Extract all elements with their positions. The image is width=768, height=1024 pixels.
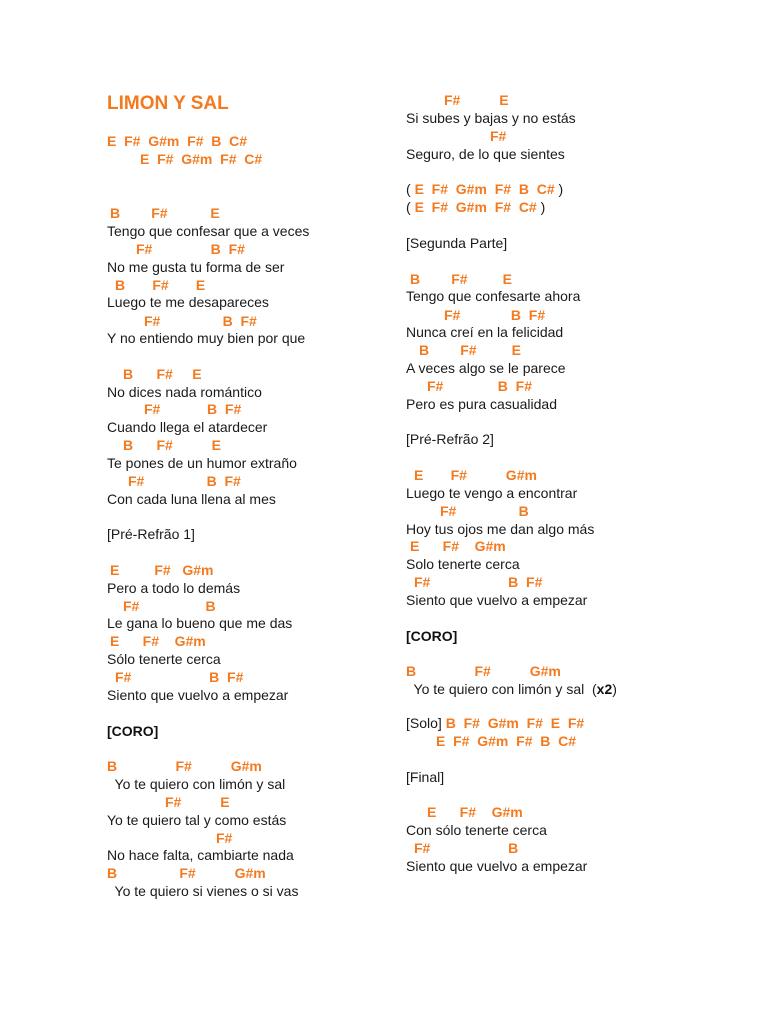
lyric-line [406, 680, 617, 698]
chord-line: F# [216, 830, 233, 846]
lyric-line: Siento que vuelvo a empezar [406, 592, 588, 608]
chord-line: B F# E [110, 205, 220, 221]
lyric-line: Tengo que confesar que a veces [107, 223, 310, 239]
lyric-line: [Pré-Refrão 2] [406, 431, 494, 447]
lyric-line: Hoy tus ojos me dan algo más [406, 521, 595, 537]
lyric-line: Luego te me desapareces [107, 294, 269, 310]
chord-line: F# B F# [444, 307, 546, 323]
lyric-line: Nunca creí en la felicidad [406, 324, 564, 340]
chord-line: F# B F# [128, 473, 241, 489]
lyric-line: Tengo que confesarte ahora [406, 288, 581, 304]
lyric-line: Pero es pura casualidad [406, 396, 557, 412]
lyric-line: Pero a todo lo demás [107, 580, 241, 596]
chord-line: F# B F# [427, 378, 533, 394]
lyric-line: No hace falta, cambiarte nada [107, 847, 294, 863]
chord-line: E F# G#m F# B C# [436, 733, 577, 749]
lyric-line: Siento que vuelvo a empezar [406, 858, 588, 874]
lyric-line: Siento que vuelvo a empezar [107, 687, 289, 703]
lyric-line: Con cada luna llena al mes [107, 491, 276, 507]
lyric-text: Yo te quiero con limón y sal ( [406, 681, 597, 697]
chord-line: F# B F# [144, 401, 242, 417]
lyric-line: Con sólo tenerte cerca [406, 822, 547, 838]
lyric-line: [Pré-Refrão 1] [107, 526, 195, 542]
chord-progression: B F# G#m F# E F# [445, 715, 585, 731]
chord-line: E F# G#m [110, 562, 214, 578]
chord-progression-line [406, 198, 545, 216]
lyric-line: Solo tenerte cerca [406, 556, 520, 572]
section-heading: [CORO] [406, 628, 458, 644]
chord-line: B F# E [115, 277, 206, 293]
left-column [0, 0, 380, 1024]
chord-line: B F# G#m [107, 758, 262, 774]
chord-line: F# E [444, 92, 509, 108]
chord-line: F# B [414, 840, 519, 856]
chord-line: F# B [123, 598, 216, 614]
chord-line: E F# G#m [414, 467, 537, 483]
chord-line: E F# G#m [410, 538, 506, 554]
chord-line: B F# E [410, 271, 512, 287]
repeat-marker: x2 [596, 681, 613, 697]
chord-line: F# B F# [136, 241, 245, 257]
lyric-line: Te pones de un humor extraño [107, 455, 297, 471]
chord-line: B F# E [123, 366, 202, 382]
chord-progression: E F# G#m F# B C# [414, 181, 555, 197]
lyric-line: Cuando llega el atardecer [107, 419, 268, 435]
lyric-line: Yo te quiero si vienes o si vas [107, 883, 299, 899]
lyric-line: [Segunda Parte] [406, 235, 508, 251]
paren-close: ) [536, 199, 546, 215]
lyric-line: [Final] [406, 769, 445, 785]
lyric-line: Le gana lo bueno que me das [107, 615, 293, 631]
section-heading: [CORO] [107, 723, 159, 739]
lyric-line: Yo te quiero tal y como estás [107, 812, 287, 828]
chord-line: B F# G#m [406, 663, 561, 679]
chord-progression: E F# G#m F# C# [414, 199, 537, 215]
lyric-line: No dices nada romántico [107, 384, 262, 400]
lyric-line: No me gusta tu forma de ser [107, 259, 285, 275]
lyric-line: Yo te quiero con limón y sal [107, 776, 286, 792]
paren-open: ( [406, 199, 415, 215]
chord-line: F# [490, 128, 507, 144]
lyric-line: Si subes y bajas y no estás [406, 110, 576, 126]
chord-line: B F# G#m [107, 865, 266, 881]
section-label: [Solo] [406, 715, 446, 731]
paren-close: ) [554, 181, 564, 197]
lyric-line: Seguro, de lo que sientes [406, 146, 565, 162]
paren-close: ) [612, 681, 617, 697]
lyric-line: A veces algo se le parece [406, 360, 566, 376]
chord-line: F# B F# [414, 574, 543, 590]
lyric-line: Y no entiendo muy bien por que [107, 330, 306, 346]
lyric-line: Sólo tenerte cerca [107, 651, 221, 667]
solo-line [406, 714, 584, 732]
paren-open: ( [406, 181, 415, 197]
chord-progression-line [406, 180, 563, 198]
chord-line: F# B F# [144, 313, 257, 329]
chord-line: E F# G#m [110, 633, 206, 649]
chord-line: F# E [165, 794, 230, 810]
chord-line: B F# E [419, 342, 521, 358]
chord-line: B F# E [123, 437, 222, 453]
lyric-line: Luego te vengo a encontrar [406, 485, 578, 501]
chord-line: F# B F# [115, 669, 244, 685]
chord-line: E F# G#m [427, 804, 523, 820]
chord-line: E F# G#m F# C# [140, 151, 263, 167]
song-title: LIMON Y SAL [107, 93, 229, 114]
chord-line: E F# G#m F# B C# [107, 133, 248, 149]
chord-line: F# B [440, 503, 529, 519]
